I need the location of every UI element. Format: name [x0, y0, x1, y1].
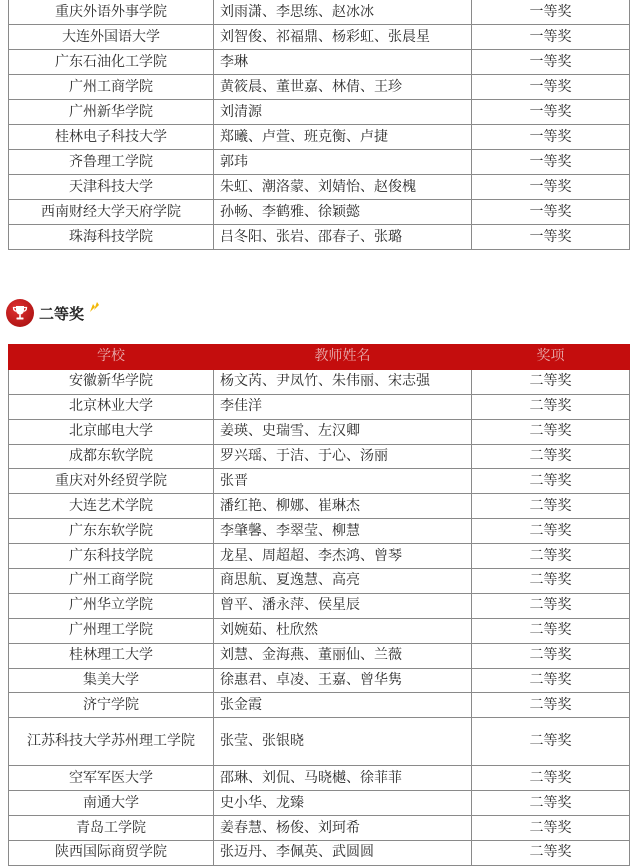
teachers-cell: 张莹、张银晓 — [214, 718, 472, 766]
table-row — [9, 75, 630, 100]
table-row — [9, 369, 630, 394]
teachers-cell: 潘红艳、柳娜、崔琳杰 — [214, 494, 472, 519]
school-cell: 广州新华学院 — [9, 100, 214, 125]
award-cell: 二等奖 — [472, 643, 630, 668]
teachers-cell: 黄筱晨、董世嘉、林倩、王珍 — [214, 75, 472, 100]
second-prize-table — [8, 344, 630, 866]
teachers-cell: 李佳洋 — [214, 394, 472, 419]
award-cell: 一等奖 — [472, 200, 630, 225]
school-cell: 大连艺术学院 — [9, 494, 214, 519]
award-cell: 二等奖 — [472, 494, 630, 519]
teachers-cell: 刘清源 — [214, 100, 472, 125]
first-prize-table — [8, 0, 630, 250]
table-row — [9, 175, 630, 200]
award-cell: 二等奖 — [472, 718, 630, 766]
teachers-cell: 吕冬阳、张岩、邵春子、张璐 — [214, 225, 472, 250]
award-cell: 二等奖 — [472, 419, 630, 444]
school-cell: 南通大学 — [9, 791, 214, 816]
award-cell: 二等奖 — [472, 593, 630, 618]
award-cell: 二等奖 — [472, 394, 630, 419]
school-cell: 安徽新华学院 — [9, 369, 214, 394]
table-row — [9, 419, 630, 444]
teachers-cell: 刘慧、金海燕、董丽仙、兰薇 — [214, 643, 472, 668]
teachers-cell: 刘婉茹、杜欣然 — [214, 618, 472, 643]
table-row — [9, 150, 630, 175]
award-cell: 一等奖 — [472, 125, 630, 150]
school-cell: 大连外国语大学 — [9, 25, 214, 50]
teachers-cell: 孙畅、李鹤雅、徐颖懿 — [214, 200, 472, 225]
school-cell: 广东石油化工学院 — [9, 50, 214, 75]
teachers-cell: 张迈丹、李佩英、武圆圆 — [214, 841, 472, 866]
second-prize-title: 二等奖 — [39, 304, 85, 323]
award-cell: 二等奖 — [472, 519, 630, 544]
award-cell: 一等奖 — [472, 25, 630, 50]
award-cell: 二等奖 — [472, 569, 630, 594]
table-row — [9, 791, 630, 816]
school-cell: 集美大学 — [9, 668, 214, 693]
teachers-cell: 刘智俊、祁福鼎、杨彩虹、张晨星 — [214, 25, 472, 50]
table-row — [9, 766, 630, 791]
award-cell: 二等奖 — [472, 791, 630, 816]
school-cell: 成都东软学院 — [9, 444, 214, 469]
table-row — [9, 544, 630, 569]
award-cell: 二等奖 — [472, 469, 630, 494]
school-cell: 珠海科技学院 — [9, 225, 214, 250]
table-row — [9, 50, 630, 75]
award-cell: 一等奖 — [472, 150, 630, 175]
award-cell: 一等奖 — [472, 175, 630, 200]
award-cell: 二等奖 — [472, 841, 630, 866]
second-prize-section-header — [6, 298, 101, 328]
teachers-cell: 姜春慧、杨俊、刘珂希 — [214, 816, 472, 841]
table-row — [9, 718, 630, 766]
table-row — [9, 841, 630, 866]
teachers-cell: 曾平、潘永萍、侯星辰 — [214, 593, 472, 618]
table-row — [9, 519, 630, 544]
school-cell: 桂林理工大学 — [9, 643, 214, 668]
sparkle-icon — [87, 299, 101, 318]
table-row — [9, 125, 630, 150]
table-row — [9, 816, 630, 841]
teachers-cell: 杨文芮、尹凤竹、朱伟丽、宋志强 — [214, 369, 472, 394]
table-row — [9, 225, 630, 250]
school-cell: 江苏科技大学苏州理工学院 — [9, 718, 214, 766]
school-cell: 重庆对外经贸学院 — [9, 469, 214, 494]
table-row — [9, 569, 630, 594]
award-cell: 二等奖 — [472, 766, 630, 791]
header-award: 奖项 — [472, 345, 630, 370]
teachers-cell: 李肇馨、李翠莹、柳慧 — [214, 519, 472, 544]
teachers-cell: 罗兴瑶、于洁、于心、汤丽 — [214, 444, 472, 469]
table-header-row — [9, 345, 630, 370]
teachers-cell: 朱虹、潮洛蒙、刘婧怡、赵俊槐 — [214, 175, 472, 200]
school-cell: 青岛工学院 — [9, 816, 214, 841]
table-row — [9, 593, 630, 618]
teachers-cell: 张金霞 — [214, 693, 472, 718]
teachers-cell: 商思航、夏逸慧、高亮 — [214, 569, 472, 594]
table-row — [9, 469, 630, 494]
table-row — [9, 394, 630, 419]
header-teachers: 教师姓名 — [214, 345, 472, 370]
teachers-cell: 郭玮 — [214, 150, 472, 175]
teachers-cell: 邵琳、刘侃、马晓樾、徐菲菲 — [214, 766, 472, 791]
table-row — [9, 494, 630, 519]
table-row — [9, 200, 630, 225]
award-cell: 一等奖 — [472, 50, 630, 75]
school-cell: 广州工商学院 — [9, 75, 214, 100]
teachers-cell: 姜瑛、史瑞雪、左汉卿 — [214, 419, 472, 444]
teachers-cell: 李琳 — [214, 50, 472, 75]
table-row — [9, 618, 630, 643]
table-row — [9, 643, 630, 668]
table-row — [9, 693, 630, 718]
school-cell: 重庆外语外事学院 — [9, 0, 214, 25]
teachers-cell: 龙星、周超超、李杰鸿、曾琴 — [214, 544, 472, 569]
teachers-cell: 史小华、龙臻 — [214, 791, 472, 816]
award-cell: 二等奖 — [472, 369, 630, 394]
award-cell: 二等奖 — [472, 693, 630, 718]
award-cell: 二等奖 — [472, 444, 630, 469]
award-cell: 二等奖 — [472, 816, 630, 841]
table-row — [9, 668, 630, 693]
award-cell: 二等奖 — [472, 668, 630, 693]
school-cell: 广州理工学院 — [9, 618, 214, 643]
school-cell: 济宁学院 — [9, 693, 214, 718]
header-school: 学校 — [9, 345, 214, 370]
school-cell: 北京林业大学 — [9, 394, 214, 419]
award-cell: 二等奖 — [472, 544, 630, 569]
award-cell: 一等奖 — [472, 225, 630, 250]
table-row — [9, 444, 630, 469]
teachers-cell: 郑曦、卢萱、班克衡、卢捷 — [214, 125, 472, 150]
table-row — [9, 25, 630, 50]
award-cell: 一等奖 — [472, 0, 630, 25]
school-cell: 空军军医大学 — [9, 766, 214, 791]
school-cell: 北京邮电大学 — [9, 419, 214, 444]
school-cell: 广东科技学院 — [9, 544, 214, 569]
school-cell: 广州华立学院 — [9, 593, 214, 618]
school-cell: 广东东软学院 — [9, 519, 214, 544]
award-cell: 一等奖 — [472, 100, 630, 125]
teachers-cell: 刘雨潇、李思练、赵冰冰 — [214, 0, 472, 25]
award-cell: 一等奖 — [472, 75, 630, 100]
school-cell: 齐鲁理工学院 — [9, 150, 214, 175]
school-cell: 西南财经大学天府学院 — [9, 200, 214, 225]
award-cell: 二等奖 — [472, 618, 630, 643]
school-cell: 天津科技大学 — [9, 175, 214, 200]
school-cell: 桂林电子科技大学 — [9, 125, 214, 150]
school-cell: 陕西国际商贸学院 — [9, 841, 214, 866]
trophy-icon — [6, 299, 34, 327]
teachers-cell: 徐惠君、卓凌、王嘉、曾华隽 — [214, 668, 472, 693]
table-row — [9, 0, 630, 25]
school-cell: 广州工商学院 — [9, 569, 214, 594]
teachers-cell: 张晋 — [214, 469, 472, 494]
table-row — [9, 100, 630, 125]
